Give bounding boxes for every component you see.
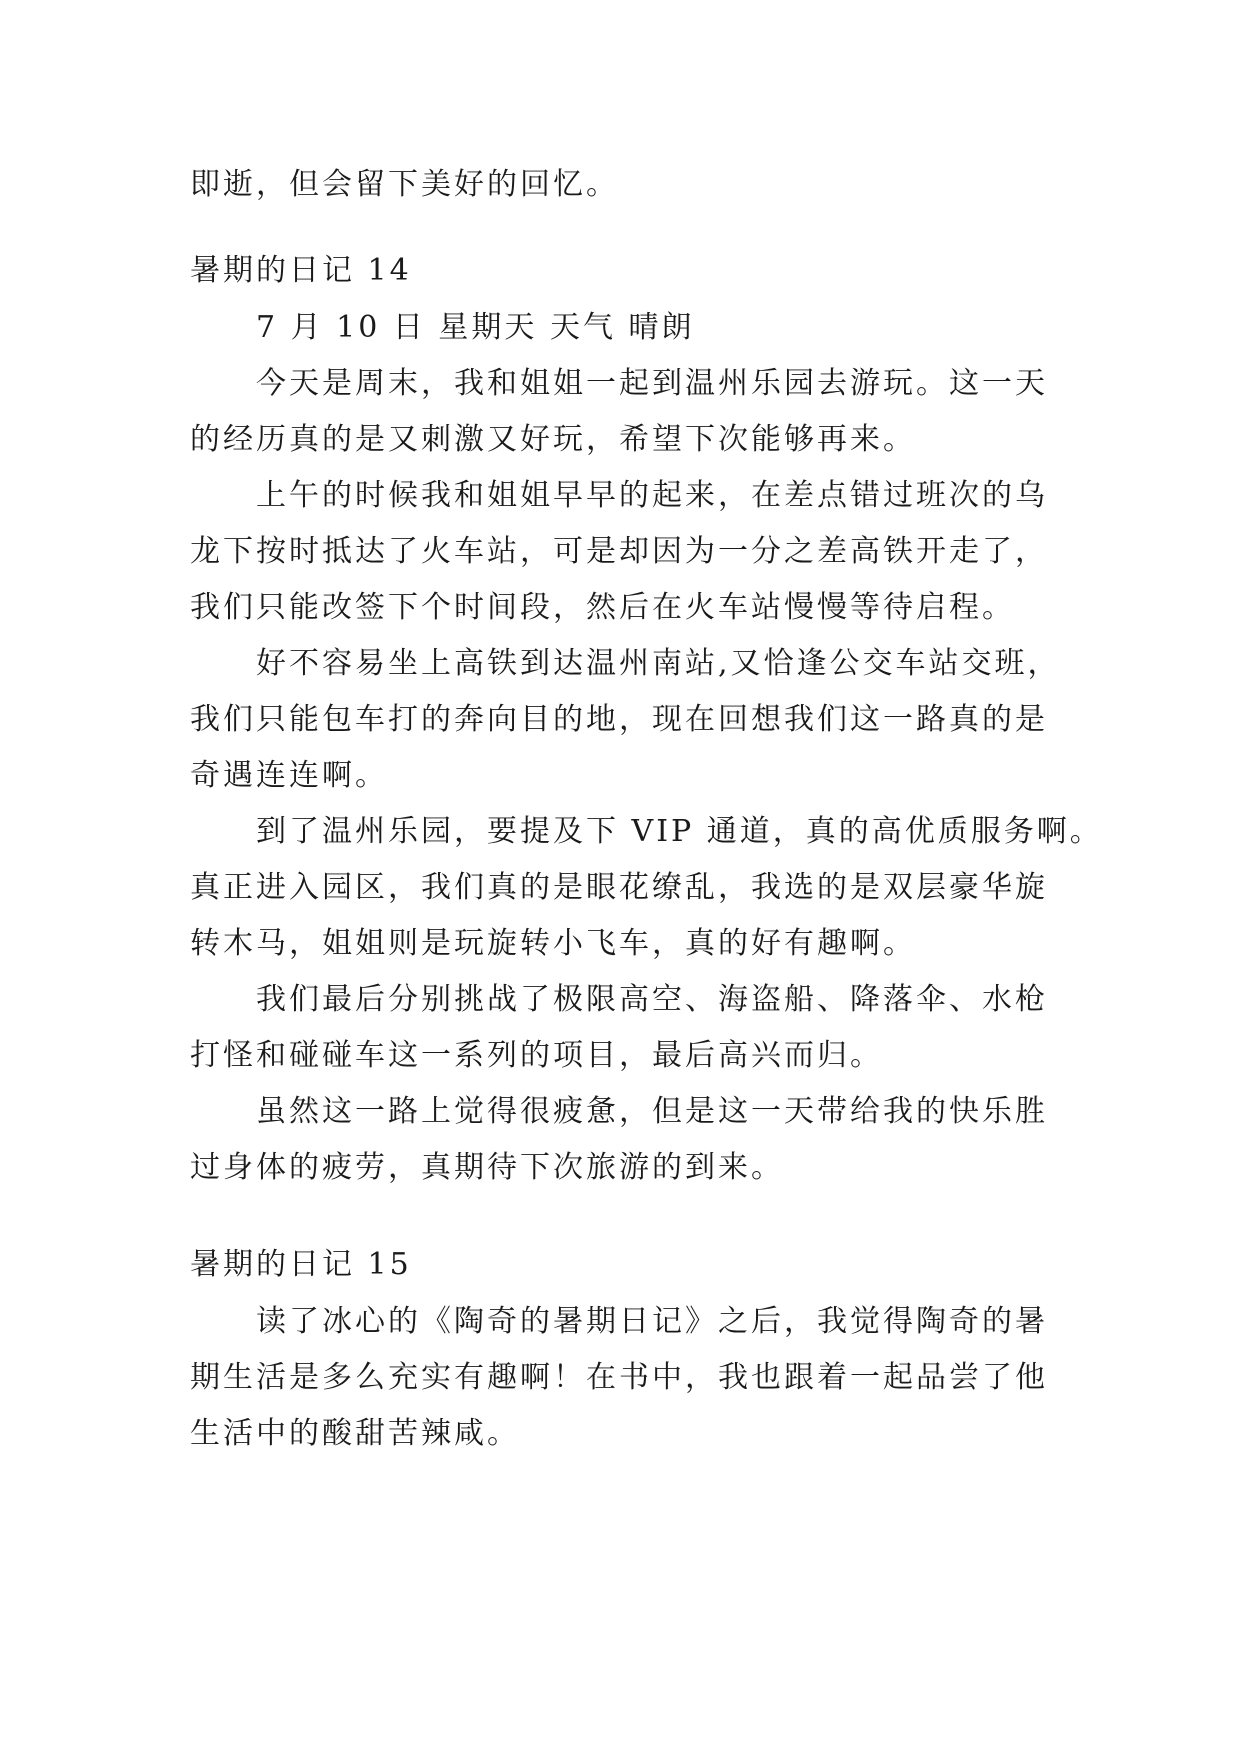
paragraph-line: 过身体的疲劳，真期待下次旅游的到来。 (190, 1150, 784, 1185)
paragraph-line: 我们最后分别挑战了极限高空、海盗船、降落伞、水枪 (256, 982, 1048, 1017)
paragraph-line: 虽然这一路上觉得很疲惫，但是这一天带给我的快乐胜 (256, 1094, 1048, 1129)
paragraph-line: 上午的时候我和姐姐早早的起来，在差点错过班次的乌 (256, 478, 1048, 513)
paragraph-line: 打怪和碰碰车这一系列的项目，最后高兴而归。 (190, 1038, 883, 1073)
diary-date-line: 7 月 10 日 星期天 天气 晴朗 (256, 310, 695, 345)
paragraph-line: 真正进入园区，我们真的是眼花缭乱，我选的是双层豪华旋 (190, 870, 1048, 905)
paragraph-line: 好不容易坐上高铁到达温州南站,又恰逢公交车站交班， (256, 646, 1061, 681)
paragraph-line: 我们只能改签下个时间段，然后在火车站慢慢等待启程。 (190, 590, 1015, 625)
paragraph-line: 期生活是多么充实有趣啊！在书中，我也跟着一起品尝了他 (190, 1360, 1048, 1395)
paragraph-line: 读了冰心的《陶奇的暑期日记》之后，我觉得陶奇的暑 (256, 1304, 1048, 1339)
paragraph-line: 生活中的酸甜苦辣咸。 (190, 1416, 520, 1451)
diary-heading: 暑期的日记 15 (190, 1247, 412, 1282)
paragraph-line: 今天是周末，我和姐姐一起到温州乐园去游玩。这一天 (256, 366, 1048, 401)
paragraph-line: 的经历真的是又刺激又好玩，希望下次能够再来。 (190, 422, 916, 457)
paragraph-line: 转木马，姐姐则是玩旋转小飞车，真的好有趣啊。 (190, 926, 916, 961)
paragraph-line: 到了温州乐园，要提及下 VIP 通道，真的高优质服务啊。 (256, 814, 1103, 849)
paragraph-line: 奇遇连连啊。 (190, 758, 388, 793)
paragraph-line: 即逝，但会留下美好的回忆。 (190, 167, 619, 202)
paragraph-line: 我们只能包车打的奔向目的地，现在回想我们这一路真的是 (190, 702, 1048, 737)
diary-heading: 暑期的日记 14 (190, 253, 412, 288)
paragraph-line: 龙下按时抵达了火车站，可是却因为一分之差高铁开走了， (190, 534, 1048, 569)
